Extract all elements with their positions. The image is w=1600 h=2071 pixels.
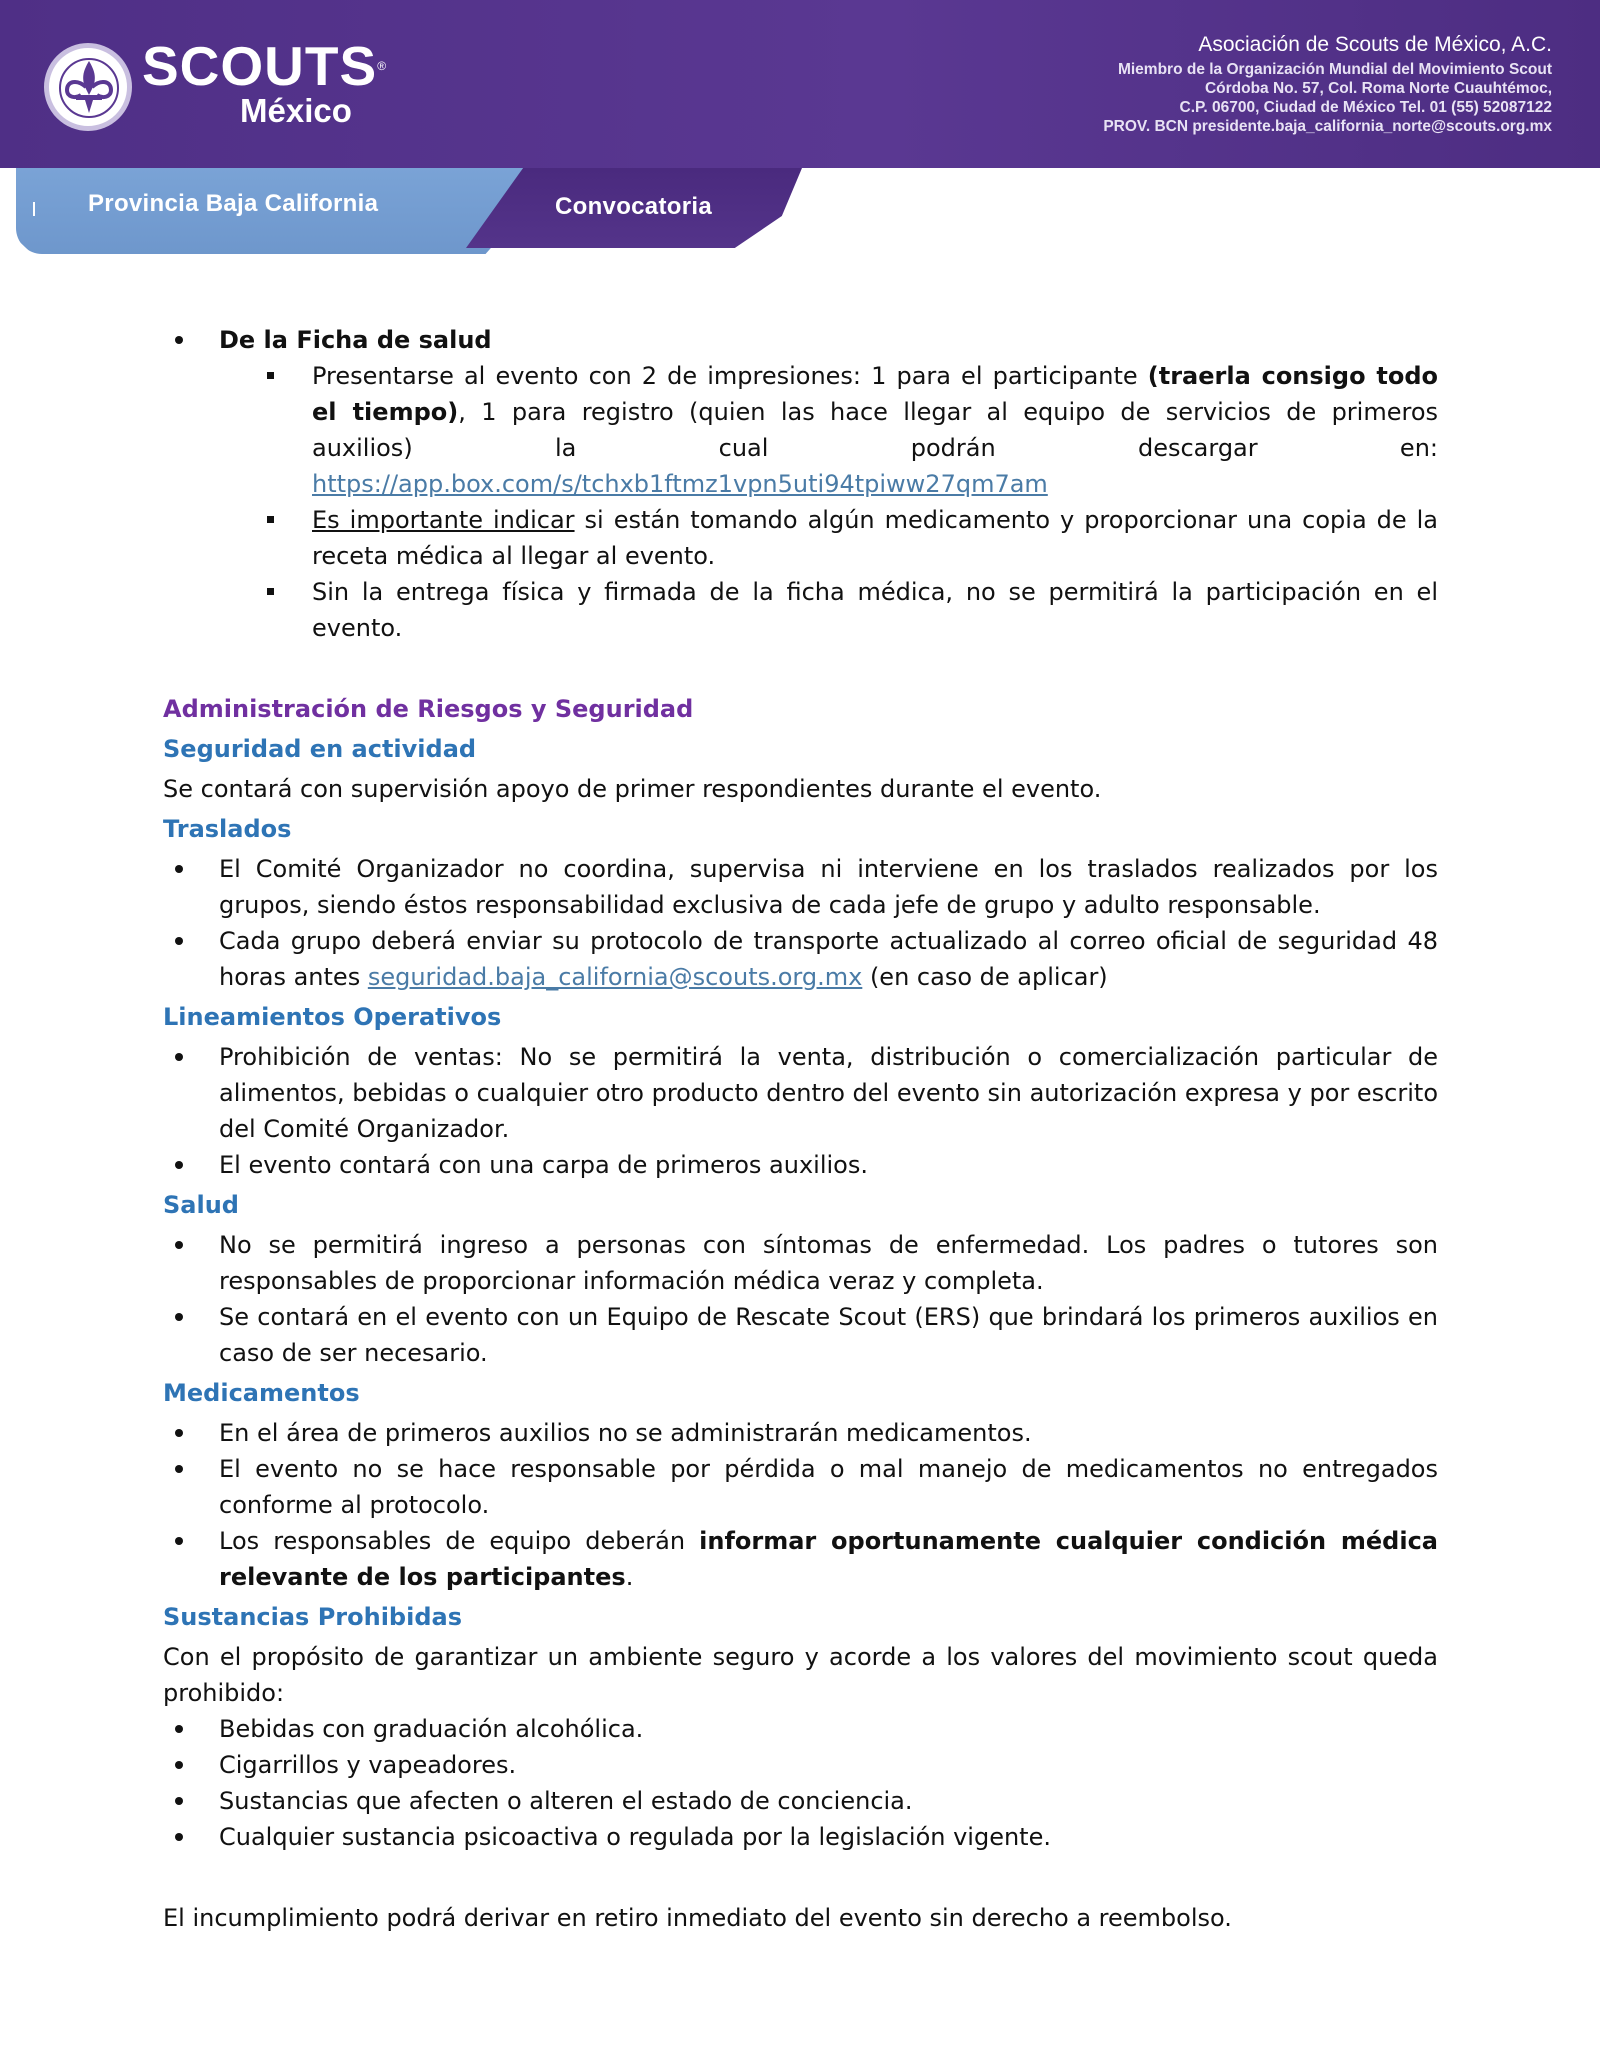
health-form-sublist bbox=[163, 358, 1438, 646]
list-item: Sustancias que afecten o alteren el estado de conciencia. bbox=[163, 1783, 1438, 1819]
document-body bbox=[163, 322, 1438, 1936]
list-item: Prohibición de ventas: No se permitirá la venta, distribución o comercialización particular de alimentos, bebidas o cualquier otro producto dentro del evento sin autorización expresa y por escrito del Comité Organizador. bbox=[163, 1039, 1438, 1147]
security-email-link[interactable]: seguridad.baja_california@scouts.org.mx bbox=[367, 963, 863, 991]
health-form-list bbox=[163, 322, 1438, 646]
brand-country: México bbox=[240, 92, 352, 129]
scouts-logo bbox=[44, 43, 132, 131]
tab-divider bbox=[33, 202, 35, 216]
substances-intro: Con el propósito de garantizar un ambiente seguro y acorde a los valores del movimiento scout queda prohibido: bbox=[163, 1643, 1438, 1707]
address-line: C.P. 06700, Ciudad de México Tel. 01 (55) 52087122 bbox=[1179, 99, 1552, 116]
list-item: Cualquier sustancia psicoactiva o regulada por la legislación vigente. bbox=[163, 1819, 1438, 1855]
brand bbox=[142, 35, 388, 129]
list-item: El Comité Organizador no coordina, supervisa ni interviene en los traslados realizados por los grupos, siendo éstos responsabilidad exclusiva de cada jefe de grupo y adulto responsable. bbox=[163, 851, 1438, 923]
list-item: El evento contará con una carpa de primeros auxilios. bbox=[163, 1147, 1438, 1183]
association-name: Asociación de Scouts de México, A.C. bbox=[1198, 33, 1552, 56]
list-item: Sin la entrega física y firmada de la ficha médica, no se permitirá la participación en el evento. bbox=[163, 574, 1438, 646]
list-item: Los responsables de equipo deberán informar oportunamente cualquier condición médica relevante de los participantes. bbox=[163, 1523, 1438, 1595]
section-title-substances: Sustancias Prohibidas bbox=[163, 1603, 462, 1631]
address-line: PROV. BCN presidente.baja_california_norte@scouts.org.mx bbox=[1103, 118, 1552, 135]
list-item: Se contará en el evento con un Equipo de Rescate Scout (ERS) que brindará los primeros auxilios en caso de ser necesario. bbox=[163, 1299, 1438, 1371]
section-title-operations: Lineamientos Operativos bbox=[163, 1003, 502, 1031]
section-title-risk: Administración de Riesgos y Seguridad bbox=[163, 695, 694, 723]
operations-list bbox=[163, 1039, 1438, 1183]
section-title-activity: Seguridad en actividad bbox=[163, 735, 477, 763]
fleur-de-lis-icon bbox=[59, 57, 119, 119]
list-item: Cigarrillos y vapeadores. bbox=[163, 1747, 1438, 1783]
brand-name: SCOUTS® bbox=[142, 35, 388, 97]
health-list bbox=[163, 1227, 1438, 1371]
province-tab-label: Provincia Baja California bbox=[88, 190, 379, 217]
health-form-title: De la Ficha de salud bbox=[219, 326, 492, 354]
list-item: Bebidas con graduación alcohólica. bbox=[163, 1711, 1438, 1747]
association-info bbox=[1103, 32, 1552, 136]
header-banner bbox=[0, 0, 1600, 168]
section-title-transfers: Traslados bbox=[163, 815, 292, 843]
list-item: Cada grupo deberá enviar su protocolo de transporte actualizado al correo oficial de seguridad 48 horas antes seguridad.baja_california@scouts.org.mx (en caso de aplicar) bbox=[163, 923, 1438, 995]
call-tab-label: Convocatoria bbox=[555, 193, 712, 220]
substances-list bbox=[163, 1711, 1438, 1855]
section-title-health: Salud bbox=[163, 1191, 239, 1219]
list-item: En el área de primeros auxilios no se administrarán medicamentos. bbox=[163, 1415, 1438, 1451]
address-line: Miembro de la Organización Mundial del Movimiento Scout bbox=[1117, 61, 1552, 78]
health-form-download-link[interactable]: https://app.box.com/s/tchxb1ftmz1vpn5uti94tpiww27qm7am bbox=[312, 470, 1048, 498]
list-item: Es importante indicar si están tomando algún medicamento y proporcionar una copia de la receta médica al llegar al evento. bbox=[163, 502, 1438, 574]
list-item bbox=[163, 322, 1438, 646]
medications-list bbox=[163, 1415, 1438, 1595]
activity-text: Se contará con supervisión apoyo de primer respondientes durante el evento. bbox=[163, 775, 1102, 803]
closing-text: El incumplimiento podrá derivar en retiro inmediato del evento sin derecho a reembolso. bbox=[163, 1904, 1232, 1932]
list-item: No se permitirá ingreso a personas con síntomas de enfermedad. Los padres o tutores son responsables de proporcionar información médica veraz y completa. bbox=[163, 1227, 1438, 1299]
section-title-medications: Medicamentos bbox=[163, 1379, 360, 1407]
transfers-list bbox=[163, 851, 1438, 995]
address-line: Córdoba No. 57, Col. Roma Norte Cuauhtémoc, bbox=[1204, 80, 1552, 97]
list-item: El evento no se hace responsable por pérdida o mal manejo de medicamentos no entregados conforme al protocolo. bbox=[163, 1451, 1438, 1523]
list-item: Presentarse al evento con 2 de impresiones: 1 para el participante (traerla consigo todo el tiempo), 1 para registro (quien las hace llegar al equipo de servicios de primeros auxilios) la cual podrán descargar en: https://app.box.com/s/tchxb1ftmz1vpn5uti94tpiww27qm7am bbox=[163, 358, 1438, 502]
